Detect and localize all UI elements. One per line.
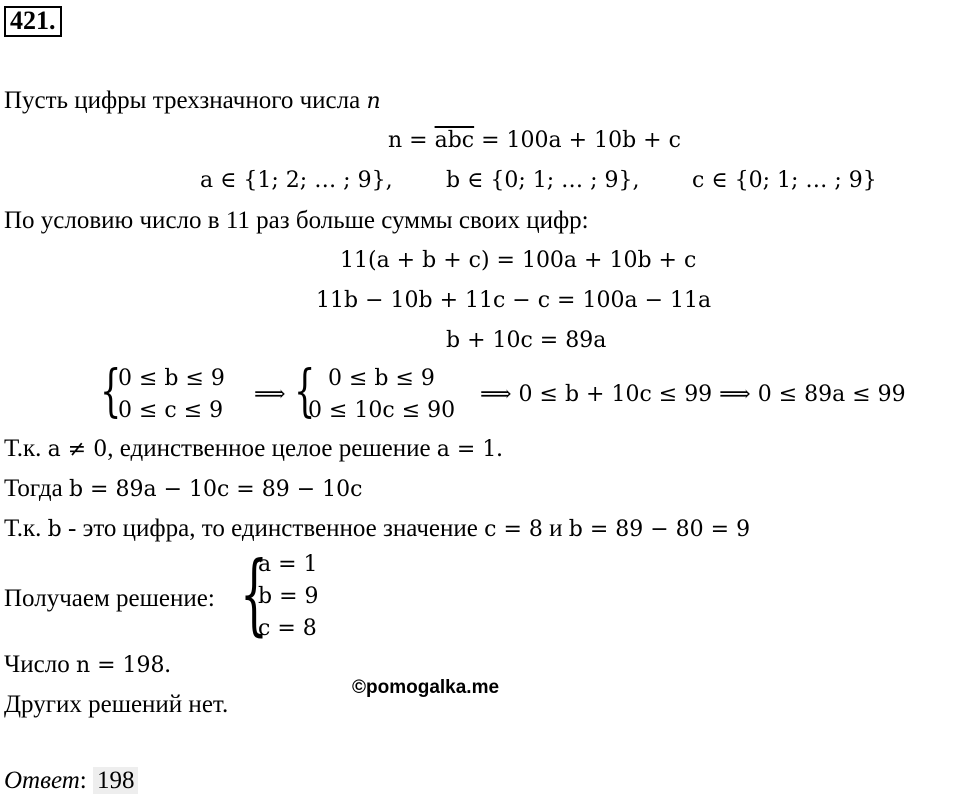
answer-value: 198: [93, 767, 139, 794]
brace-solution: {: [240, 542, 268, 645]
eq1-rhs: = 100a + 10b + c: [474, 128, 681, 153]
solution-a: a = 1: [258, 552, 318, 577]
no-other-solutions: Других решений нет.: [4, 691, 229, 718]
digit-text: - это цифра, то единственное значение: [61, 515, 485, 542]
since-a-text: , единственное целое решение: [107, 435, 437, 462]
digit-math-3: b = 89 − 80 = 9: [568, 517, 751, 542]
solution-b: b = 9: [258, 584, 319, 609]
system-2-line-2: 0 ≤ 10c ≤ 90: [308, 398, 456, 423]
since-a-math-2: a = 1: [436, 437, 497, 462]
since-a-prefix: Т.к.: [4, 435, 48, 462]
solution-label: Получаем решение:: [4, 585, 215, 612]
answer-line: [4, 768, 138, 793]
number-prefix: Число: [4, 651, 76, 678]
system-1-line-1: 0 ≤ b ≤ 9: [118, 366, 225, 391]
since-a-period: .: [496, 435, 503, 462]
intro-var: n: [366, 89, 381, 114]
equation-number-form: [388, 130, 681, 152]
system-1-line-2: 0 ≤ c ≤ 9: [118, 398, 224, 423]
answer-colon: :: [79, 767, 93, 794]
equation-3: 11b − 10b + 11c − c = 100a − 11a: [316, 288, 712, 313]
brace-system-2: {: [294, 359, 316, 424]
intro-line: [4, 88, 381, 113]
number-math: n = 198: [75, 653, 165, 678]
answer-label: Ответ: [4, 767, 80, 794]
condition-line: По условию число в 11 раз больше суммы своих цифр:: [4, 207, 589, 234]
set-c: c ∈ {0; 1; … ; 9}: [692, 168, 877, 193]
eq1-overline: $\overline{abc}$: [434, 128, 475, 153]
digit-and: и: [542, 515, 569, 542]
digit-prefix: Т.к.: [4, 515, 48, 542]
since-a-line: [4, 436, 503, 461]
implies-arrow-1: ⟹: [254, 382, 286, 407]
brace-system-1: {: [100, 359, 122, 424]
system-2-line-1: 0 ≤ b ≤ 9: [328, 366, 435, 391]
solution-c: c = 8: [258, 616, 317, 641]
eq1-lhs: n =: [388, 128, 435, 153]
since-a-math-1: a ≠ 0: [47, 437, 108, 462]
equation-2: 11(a + b + c) = 100a + 10b + c: [340, 248, 697, 273]
number-period: .: [164, 651, 171, 678]
then-prefix: Тогда: [4, 475, 69, 502]
equation-4: b + 10c = 89a: [446, 328, 607, 353]
digit-math-1: b: [47, 517, 62, 542]
watermark: ©pomogalka.me: [352, 677, 500, 698]
problem-number: 421.: [4, 6, 62, 37]
number-line: [4, 652, 171, 677]
digit-line: [4, 516, 750, 541]
set-a: a ∈ {1; 2; … ; 9},: [200, 168, 393, 193]
then-line: [4, 476, 362, 501]
intro-text: Пусть цифры трехзначного числа: [4, 87, 367, 114]
then-math: b = 89a − 10c = 89 − 10c: [68, 477, 363, 502]
set-b: b ∈ {0; 1; … ; 9},: [446, 168, 640, 193]
digit-math-2: c = 8: [484, 517, 543, 542]
inequality-chain: ⟹ 0 ≤ b + 10c ≤ 99 ⟹ 0 ≤ 89a ≤ 99: [480, 382, 906, 407]
